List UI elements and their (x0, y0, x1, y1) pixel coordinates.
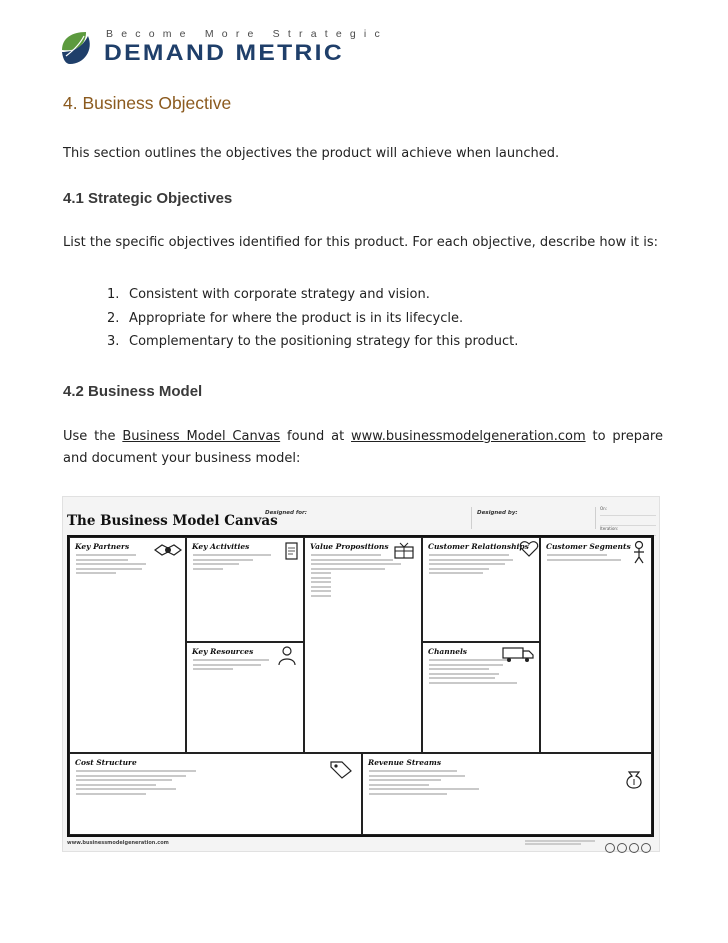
price-tag-icon (328, 758, 354, 780)
worker-icon (275, 645, 299, 667)
nc-license-icon (641, 843, 651, 853)
handshake-icon (154, 540, 182, 558)
license-badges (603, 837, 651, 856)
canvas-footer-url: www.businessmodelgeneration.com (67, 840, 169, 846)
heart-icon (519, 540, 539, 558)
list-item: 1. Consistent with corporate strategy and vision. (107, 287, 430, 302)
channels-cell: Channels (422, 642, 540, 753)
canvas-copyright-lines (525, 840, 595, 846)
customer-segments-cell: Customer Segments (540, 537, 652, 753)
designed-for-field: Designed for: (261, 507, 472, 529)
logo-brand-name: DEMAND METRIC (104, 40, 345, 65)
person-icon (631, 540, 647, 564)
business-model-heading: 4.2 Business Model (63, 383, 203, 400)
list-item: 2. Appropriate for where the product is in its lifecycle. (107, 310, 464, 326)
key-resources-cell: Key Resources (186, 642, 304, 753)
business-model-paragraph: Use the Business Model Canvas found at www.businessmodelgeneration.com to prepare and document your business model: (63, 429, 663, 466)
sa-license-icon (629, 843, 639, 853)
logo-tagline: Become More Strategic (106, 28, 388, 40)
truck-icon (501, 645, 535, 663)
list-item: 3. Complementary to the positioning strategy for this product. (107, 334, 519, 349)
designed-by-field: Designed by: (473, 507, 596, 529)
businessmodelgeneration-link[interactable]: www.businessmodelgeneration.com (351, 429, 586, 444)
strategic-objectives-intro: List the specific objectives identified for this product. For each objective, describe how it is: (63, 235, 658, 250)
key-partners-cell: Key Partners (69, 537, 186, 753)
section-intro: This section outlines the objectives the product will achieve when launched. (63, 146, 560, 161)
money-bag-icon (621, 768, 647, 790)
canvas-title: The Business Model Canvas (67, 513, 278, 529)
canvas-grid (67, 535, 654, 837)
business-model-canvas-image (62, 496, 660, 852)
canvas-meta-fields: On: Iteration: (600, 506, 656, 536)
cc-license-icon (605, 843, 615, 853)
revenue-streams-cell: Revenue Streams (362, 753, 652, 835)
value-propositions-cell: Value Propositions (304, 537, 422, 753)
checklist-icon (283, 540, 301, 562)
section-title: 4. Business Objective (63, 93, 232, 113)
key-activities-cell: Key Activities (186, 537, 304, 642)
leaf-logo-icon (60, 30, 96, 66)
objectives-list (107, 283, 518, 354)
cost-structure-cell: Cost Structure (69, 753, 362, 835)
by-license-icon (617, 843, 627, 853)
demand-metric-logo (60, 26, 388, 70)
gift-icon (391, 540, 417, 560)
customer-relationships-cell: Customer Relationships (422, 537, 540, 642)
strategic-objectives-heading: 4.1 Strategic Objectives (63, 190, 233, 207)
business-model-canvas-link[interactable]: Business Model Canvas (122, 429, 281, 444)
